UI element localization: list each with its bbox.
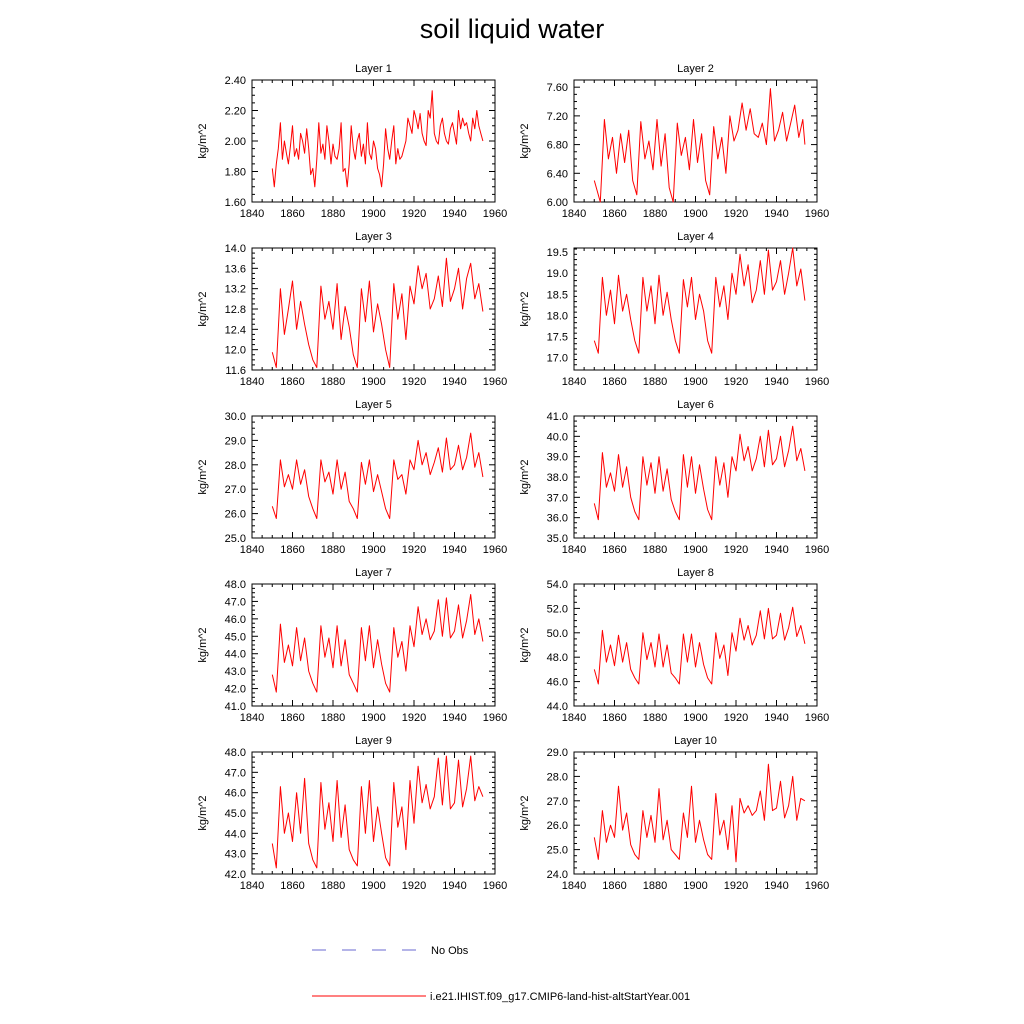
x-tick-label: 1840 (561, 712, 587, 724)
x-tick-label: 1900 (683, 712, 708, 724)
x-tick-label: 1920 (723, 208, 749, 220)
x-tick-label: 1880 (642, 712, 668, 724)
x-tick-label: 1920 (401, 208, 427, 220)
series-line (272, 756, 483, 868)
y-tick-label: 19.0 (546, 268, 568, 281)
panel-title: Layer 9 (355, 735, 392, 747)
x-tick-label: 1940 (442, 880, 467, 892)
plot-frame (574, 416, 817, 538)
x-tick-label: 1880 (320, 208, 346, 220)
x-tick-label: 1840 (239, 376, 265, 388)
x-tick-label: 1840 (239, 544, 265, 556)
series-line (594, 89, 805, 202)
y-tick-label: 6.00 (546, 197, 568, 209)
y-tick-label: 52.0 (546, 603, 568, 616)
x-tick-label: 1840 (561, 544, 587, 556)
y-tick-label: 12.8 (224, 304, 246, 316)
y-tick-label: 35.0 (546, 533, 568, 545)
x-tick-label: 1880 (642, 544, 668, 556)
y-tick-label: 41.0 (546, 411, 568, 423)
y-tick-label: 17.0 (546, 352, 568, 365)
x-tick-label: 1900 (361, 880, 386, 892)
y-axis-label: kg/m^2 (519, 123, 531, 159)
y-tick-label: 48.0 (224, 579, 246, 591)
series-line (594, 607, 805, 684)
y-tick-label: 7.60 (546, 82, 568, 95)
x-tick-label: 1860 (280, 544, 305, 556)
panel-7 (197, 567, 507, 724)
y-tick-label: 25.0 (224, 533, 246, 545)
y-tick-label: 18.5 (546, 289, 568, 302)
legend-model-label: i.e21.IHIST.f09_g17.CMIP6-land-hist-altStartYear.001 (430, 991, 691, 1003)
y-tick-label: 24.0 (546, 869, 568, 881)
y-axis-label: kg/m^2 (197, 291, 209, 327)
y-tick-label: 40.0 (546, 431, 568, 444)
y-tick-label: 30.0 (224, 411, 246, 423)
x-tick-label: 1900 (361, 712, 386, 724)
y-tick-label: 2.20 (224, 105, 246, 118)
series-line (594, 248, 805, 353)
x-tick-label: 1960 (804, 544, 830, 556)
y-axis-label: kg/m^2 (197, 795, 209, 831)
y-tick-label: 28.0 (224, 459, 246, 472)
y-axis-label: kg/m^2 (519, 459, 531, 495)
y-tick-label: 28.0 (546, 771, 568, 784)
panel-title: Layer 8 (677, 567, 714, 579)
x-tick-label: 1900 (361, 208, 386, 220)
x-tick-label: 1960 (482, 880, 508, 892)
x-tick-label: 1860 (602, 376, 627, 388)
panel-title: Layer 5 (355, 399, 392, 411)
y-tick-label: 46.0 (224, 613, 246, 626)
y-tick-label: 44.0 (224, 828, 246, 841)
y-axis-label: kg/m^2 (197, 123, 209, 159)
y-axis-label: kg/m^2 (519, 291, 531, 327)
y-tick-label: 1.60 (224, 197, 246, 209)
x-tick-label: 1840 (239, 880, 265, 892)
x-tick-label: 1940 (764, 880, 789, 892)
y-tick-label: 46.0 (546, 676, 568, 689)
series-line (594, 764, 805, 862)
y-tick-label: 26.0 (224, 508, 246, 521)
y-axis-label: kg/m^2 (519, 627, 531, 663)
x-tick-label: 1940 (442, 376, 467, 388)
x-tick-label: 1860 (280, 208, 305, 220)
x-tick-label: 1860 (602, 208, 627, 220)
panel-title: Layer 2 (677, 63, 714, 75)
y-tick-label: 27.0 (546, 795, 568, 808)
y-tick-label: 36.0 (546, 512, 568, 525)
y-tick-label: 29.0 (546, 747, 568, 759)
x-tick-label: 1920 (723, 544, 749, 556)
x-tick-label: 1960 (804, 880, 830, 892)
x-tick-label: 1860 (280, 880, 305, 892)
y-tick-label: 43.0 (224, 848, 246, 861)
y-tick-label: 11.6 (225, 365, 246, 377)
x-tick-label: 1840 (561, 376, 587, 388)
x-tick-label: 1860 (280, 712, 305, 724)
x-tick-label: 1840 (239, 712, 265, 724)
y-tick-label: 54.0 (546, 579, 568, 591)
panel-title: Layer 1 (355, 63, 392, 75)
y-tick-label: 1.80 (224, 166, 246, 179)
y-tick-label: 13.2 (224, 283, 246, 296)
panel-title: Layer 7 (355, 567, 392, 579)
x-tick-label: 1880 (320, 880, 346, 892)
y-tick-label: 12.4 (224, 324, 246, 337)
series-line (272, 595, 483, 693)
x-tick-label: 1880 (320, 712, 346, 724)
x-tick-label: 1900 (683, 544, 708, 556)
x-tick-label: 1840 (239, 208, 265, 220)
y-tick-label: 38.0 (546, 472, 568, 484)
x-tick-label: 1900 (683, 208, 708, 220)
panel-title: Layer 4 (677, 231, 714, 243)
y-tick-label: 27.0 (224, 484, 246, 497)
y-tick-label: 44.0 (224, 648, 246, 661)
y-tick-label: 7.20 (546, 110, 568, 123)
y-tick-label: 14.0 (224, 243, 246, 255)
x-tick-label: 1960 (804, 208, 830, 220)
legend-obs-label: No Obs (431, 945, 469, 957)
x-tick-label: 1880 (642, 208, 668, 220)
figure-title: soil liquid water (419, 14, 605, 44)
series-line (594, 426, 805, 520)
y-tick-label: 48.0 (224, 747, 246, 759)
y-tick-label: 39.0 (546, 451, 568, 464)
x-tick-label: 1860 (602, 880, 627, 892)
panel-1 (197, 63, 507, 220)
x-tick-label: 1920 (723, 712, 749, 724)
y-tick-label: 45.0 (224, 808, 246, 820)
y-tick-label: 42.0 (224, 683, 246, 696)
y-tick-label: 45.0 (224, 631, 246, 644)
x-tick-label: 1900 (361, 376, 386, 388)
y-tick-label: 43.0 (224, 666, 246, 679)
x-tick-label: 1920 (401, 880, 427, 892)
x-tick-label: 1880 (320, 376, 346, 388)
y-tick-label: 46.0 (224, 787, 246, 800)
y-tick-label: 29.0 (224, 435, 246, 448)
y-tick-label: 50.0 (546, 627, 568, 640)
x-tick-label: 1920 (723, 376, 749, 388)
panel-8 (519, 567, 829, 724)
y-tick-label: 26.0 (546, 820, 568, 833)
x-tick-label: 1960 (804, 376, 830, 388)
y-tick-label: 44.0 (546, 701, 568, 713)
panel-6 (519, 399, 829, 556)
y-tick-label: 18.0 (546, 310, 568, 323)
x-tick-label: 1860 (280, 376, 305, 388)
series-line (272, 91, 483, 187)
x-tick-label: 1940 (764, 208, 789, 220)
panel-10 (519, 735, 829, 892)
x-tick-label: 1960 (482, 208, 508, 220)
panel-title: Layer 6 (677, 399, 714, 411)
y-tick-label: 17.5 (546, 331, 568, 344)
panel-3 (197, 231, 507, 388)
x-tick-label: 1940 (442, 208, 467, 220)
legend (312, 945, 690, 1003)
y-tick-label: 13.6 (224, 263, 246, 276)
x-tick-label: 1960 (482, 376, 508, 388)
x-tick-label: 1880 (642, 880, 668, 892)
x-tick-label: 1880 (320, 544, 346, 556)
y-tick-label: 12.0 (224, 344, 246, 357)
x-tick-label: 1860 (602, 712, 627, 724)
panel-2 (519, 63, 829, 220)
panel-5 (197, 399, 507, 556)
panel-title: Layer 10 (674, 735, 717, 747)
x-tick-label: 1940 (764, 712, 789, 724)
panel-9 (197, 735, 507, 892)
y-tick-label: 47.0 (224, 596, 246, 609)
plot-frame (574, 752, 817, 874)
x-tick-label: 1900 (683, 880, 708, 892)
x-tick-label: 1840 (561, 208, 587, 220)
series-line (272, 258, 483, 367)
y-axis-label: kg/m^2 (197, 459, 209, 495)
x-tick-label: 1920 (723, 880, 749, 892)
y-tick-label: 2.00 (224, 136, 246, 148)
y-axis-label: kg/m^2 (197, 627, 209, 663)
x-tick-label: 1960 (482, 544, 508, 556)
x-tick-label: 1940 (442, 544, 467, 556)
y-tick-label: 25.0 (546, 844, 568, 857)
y-tick-label: 48.0 (546, 652, 568, 665)
x-tick-label: 1940 (764, 376, 789, 388)
y-tick-label: 47.0 (224, 767, 246, 780)
y-tick-label: 37.0 (546, 492, 568, 505)
plot-frame (574, 248, 817, 370)
panel-4 (519, 231, 829, 388)
x-tick-label: 1900 (683, 376, 708, 388)
y-tick-label: 6.80 (546, 139, 568, 152)
x-tick-label: 1920 (401, 544, 427, 556)
plot-frame (252, 416, 495, 538)
x-tick-label: 1940 (764, 544, 789, 556)
x-tick-label: 1940 (442, 712, 467, 724)
x-tick-label: 1960 (482, 712, 508, 724)
y-tick-label: 42.0 (224, 869, 246, 881)
y-tick-label: 19.5 (546, 247, 568, 260)
y-tick-label: 41.0 (224, 701, 246, 713)
series-line (272, 433, 483, 518)
x-tick-label: 1840 (561, 880, 587, 892)
x-tick-label: 1920 (401, 376, 427, 388)
x-tick-label: 1920 (401, 712, 427, 724)
y-tick-label: 6.40 (546, 168, 568, 181)
x-tick-label: 1860 (602, 544, 627, 556)
y-tick-label: 2.40 (224, 75, 246, 87)
y-axis-label: kg/m^2 (519, 795, 531, 831)
x-tick-label: 1900 (361, 544, 386, 556)
x-tick-label: 1960 (804, 712, 830, 724)
panel-title: Layer 3 (355, 231, 392, 243)
x-tick-label: 1880 (642, 376, 668, 388)
